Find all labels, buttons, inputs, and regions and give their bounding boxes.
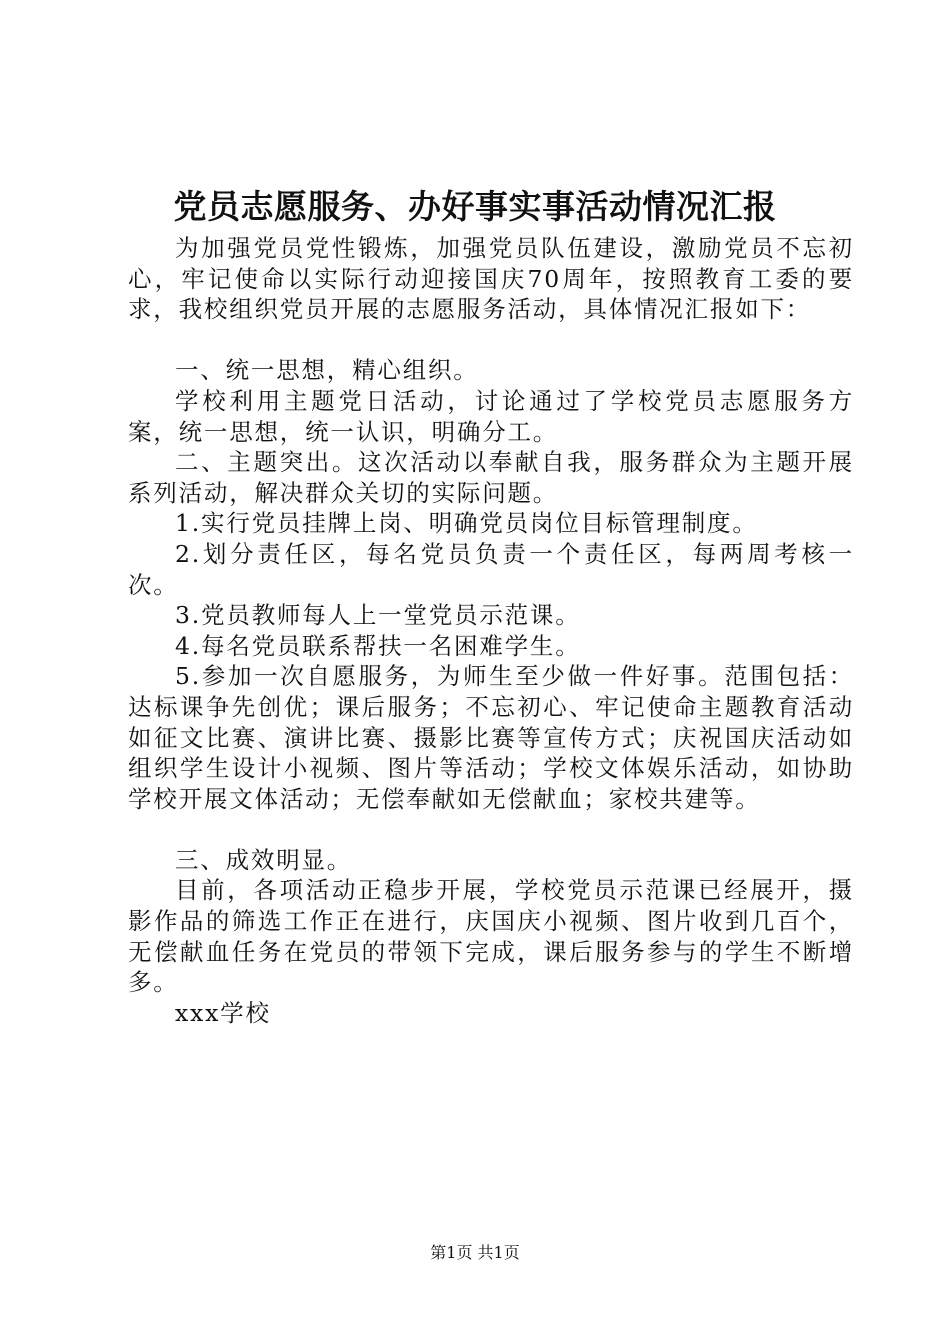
paragraph-section-1: 学校利用主题党日活动，讨论通过了学校党员志愿服务方案，统一思想，统一认识，明确分工。 [128, 386, 854, 446]
document-title: 党员志愿服务、办好事实事活动情况汇报 [173, 187, 777, 226]
signature: xxx学校 [175, 998, 271, 1027]
section-heading-2: 二、主题突出。这次活动以奉献自我，服务群众为主题开展系列活动，解决群众关切的实际问题。 [128, 448, 854, 507]
list-item-2: 2.划分责任区，每名党员负责一个责任区，每两周考核一次。 [128, 539, 854, 599]
section-heading-1: 一、统一思想，精心组织。 [175, 356, 479, 385]
blank-line [128, 814, 854, 845]
list-item-1: 1.实行党员挂牌上岗、明确党员岗位目标管理制度。 [175, 509, 758, 538]
paragraph-section-3: 目前，各项活动正稳步开展，学校党员示范课已经展开，摄影作品的筛选工作正在进行，庆国庆小视频、图片收到几百个，无偿献血任务在党员的带领下完成，课后服务参与的学生不断增多。 [128, 876, 854, 997]
list-item-5: 5.参加一次自愿服务，为师生至少做一件好事。范围包括：达标课争先创优；课后服务；不忘初心、牢记使命主题教育活动如征文比赛、演讲比赛、摄影比赛等宣传方式；庆祝国庆活动如组织学生设计小视频、图片等活动；学校文体娱乐活动，如协助学校开展文体活动；无偿奉献如无偿献血；家校共建等。 [128, 662, 854, 813]
list-item-3: 3.党员教师每人上一堂党员示范课。 [175, 601, 581, 630]
page-footer: 第1页 共1页 [430, 1243, 520, 1262]
paragraph-intro: 为加强党员党性锻炼，加强党员队伍建设，激励党员不忘初心，牢记使命以实际行动迎接国庆70周年，按照教育工委的要求，我校组织党员开展的志愿服务活动，具体情况汇报如下： [128, 234, 854, 324]
blank-line [128, 325, 854, 356]
document-body [128, 233, 854, 1028]
section-heading-3: 三、成效明显。 [175, 845, 353, 874]
list-item-4: 4.每名党员联系帮扶一名困难学生。 [175, 631, 581, 660]
